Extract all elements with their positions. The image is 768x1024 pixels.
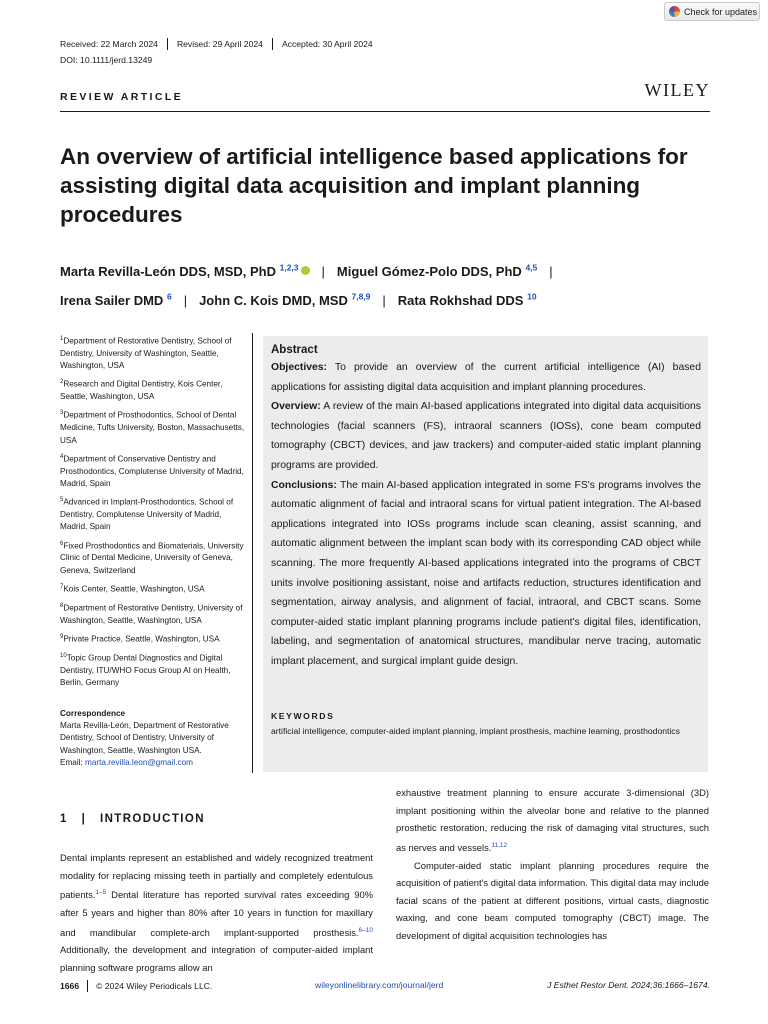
accepted-date: Accepted: 30 April 2024 [272,38,382,50]
author-separator: | [549,264,553,280]
author-separator: | [321,264,325,280]
body-column-left: Dental implants represent an established and widely recognized treatment modality for replacing missing teeth in partially and completely edentulous patients.$^{1-5}$ Dental literature has reported survival rates exceeding 90% after 5 years and higher than 80% after 10 years in function for maxillary and mandibular complete-arch implant-supported prosthesis.$^{6-10}$ Additionally, the development and integration of computer-aided implant planning software programs allow an [60,852,373,973]
affiliation: $^9$Private Practice, Seattle, Washington, USA [60,633,220,644]
affiliation: $^{10}$Topic Group Dental Diagnostics and Digital Dentistry, ITU/WHO Focus Group AI on Health, Berlin, Germany [60,652,231,688]
affiliation: $^5$Advanced in Implant-Prosthodontics, School of Dentistry, Complutense University of Madrid, Madrid, Spain [60,497,234,532]
article-title: An overview of artificial intelligence based applications for assisting digital data acquisition and implant planning procedures [60,144,688,227]
received-date: Received: 22 March 2024 [60,39,158,49]
email-link[interactable]: marta.revilla.leon@gmail.com [85,757,193,767]
article-type: REVIEW ARTICLE [60,91,184,103]
journal-url-link[interactable]: wileyonlinelibrary.com/journal/jerd [315,980,444,990]
check-updates-label: Check for updates [684,6,758,17]
footer-left [60,980,220,992]
affiliation: $^6$Fixed Prosthodontics and Biomaterials, University Clinic of Dental Medicine, University of Geneva, Geneva, Switzerland [60,540,244,575]
keywords-heading: KEYWORDS [271,711,335,721]
affiliation: $^8$Department of Restorative Dentistry, University of Washington, Seattle, Washington, USA [60,602,243,625]
author-separator: | [382,292,386,308]
author-list [60,256,720,313]
author[interactable]: John C. Kois DMD, MSD $^{7,8,9}$ [199,291,371,308]
correspondence-text: Marta Revilla-León, Department of Restorative Dentistry, School of Dentistry, University of Washington, Seattle, Washington USA. [60,721,229,755]
page-number: 1666 [60,981,80,991]
affiliation: $^2$Research and Digital Dentistry, Kois Center, Seattle, Washington, USA [60,379,223,402]
orcid-icon[interactable] [301,266,310,275]
affiliation: $^4$Department of Conservative Dentistry and Prosthodontics, Complutense University of Madrid, Madrid, Spain [60,453,244,488]
citation-link[interactable]: 11,12 [491,841,508,849]
correspondence: Correspondence Marta Revilla-León, Department of Restorative Dentistry, School of Dentistry, University of Washington, Seattle, Washington USA. Email: marta.revilla.leon@gmail.com [60,708,245,769]
citation-link[interactable]: 1–5 [95,889,107,897]
abstract-objectives: Objectives: To provide an overview of the current artificial intelligence (AI) based applications for assisting digital data acquisition and implant planning procedures. [271,362,701,393]
article-dates [60,38,382,50]
abstract-conclusions: Conclusions: The main AI-based application integrated in some FS's programs involves the automatic alignment of facial and intraoral scans for virtual patient integration. The AI-based applications integrated into IOSs programs include scan cleaning, assist scanning, and automatic alignment between the implant scan body with its corresponding CAD object while scanning. The more frequently AI-based applications integrated into the programs of CBCT units involve positioning assistant, noise and artifacts reduction, structures identification and segmentation, airway analysis, and alignment of facial, intraoral, and CBCT scans. Some computer-aided static implant planning programs include patient's digital files, identification, labeling, and segmentation of anatomical structures, mandibular nerve tracing, automatic implant placement, and surgical implant guide design. [271,479,701,667]
correspondence-heading: Correspondence [60,709,126,718]
revised-date: Revised: 29 April 2024 [167,38,272,50]
abstract-heading: Abstract [271,344,318,356]
check-for-updates-button[interactable] [664,2,760,21]
section-heading-introduction: 1 | INTRODUCTION [60,813,205,825]
publisher-logo: WILEY [644,80,710,100]
affiliation: $^3$Department of Prosthodontics, School of Dental Medicine, Tufts University, Boston, Massachusetts, USA [60,410,245,445]
affiliation: $^7$Kois Center, Seattle, Washington, USA [60,583,205,594]
author-separator: | [183,292,188,308]
header-divider [60,111,710,112]
citation: J Esthet Restor Dent. 2024;36:1666–1674. [547,980,710,990]
affiliations [60,333,245,693]
crossmark-icon [669,6,680,17]
doi: DOI: 10.1111/jerd.13249 [60,55,153,65]
author[interactable]: Rata Rokhshad DDS $^{10}$ [397,291,537,308]
abstract [271,342,701,672]
copyright: © 2024 Wiley Periodicals LLC. [87,980,220,992]
affiliation: $^1$Department of Restorative Dentistry, School of Dentistry, University of Washington, Seattle, Washington, USA [60,336,232,371]
column-divider [252,333,253,773]
body-column-right: exhaustive treatment planning to ensure accurate 3-dimensional (3D) implant positioning within the alveolar bone and relative to the planned prosthetic restoration, reducing the risk of damaging vital structures, such as nerves and vessels.$^{11,12}$ Computer-aided static implant planning procedures require the acquisition of patient's digital data information. This digital data may include facial scans of the patient at different positions, virtual casts, diagnostic waxing, and cone beam computed tomography (CBCT) image. The development of digital acquisition technologies has [396,787,709,941]
author[interactable]: Marta Revilla-León DDS, MSD, PhD $^{1,2,3}$ [60,264,310,279]
keywords: artificial intelligence, computer-aided implant planning, implant prosthesis, machine learning, prosthodontics [271,726,680,736]
author[interactable]: Miguel Gómez-Polo DDS, PhD $^{4,5}$ [336,263,538,280]
author[interactable]: Irena Sailer DMD $^6$ [60,291,172,308]
citation-link[interactable]: 6–10 [358,926,373,934]
abstract-overview: Overview: A review of the main AI-based applications integrated into digital data acquisitions technologies (facial scanners (FS), intraoral scanners (IOSs), cone beam computed tomography (CBCT) devices, and jaw trackers) and computer-aided static implant planning programs are provided. [271,401,701,471]
